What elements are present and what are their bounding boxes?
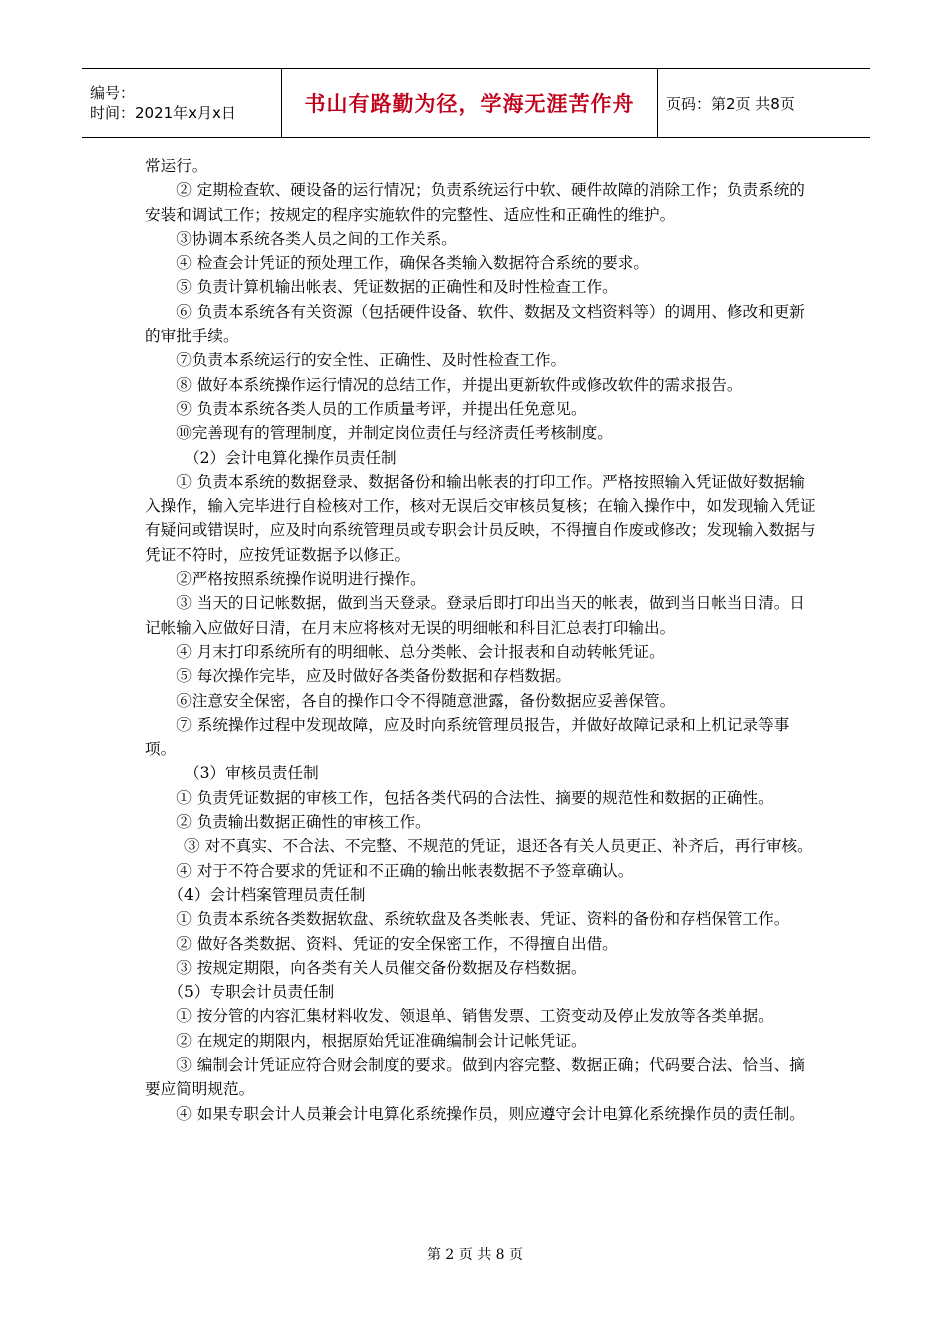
header-left-cell xyxy=(82,69,282,137)
paragraph: （2）会计电算化操作员责任制 xyxy=(184,448,397,467)
paragraph: ② 定期检查软、硬设备的运行情况；负责系统运行中软、硬件故障的消除工作；负责系统的安装和调试工作；按规定的程序实施软件的完整性、适应性和正确性的维护。 xyxy=(145,181,805,224)
paragraph: ③ 当天的日记帐数据，做到当天登录。登录后即打印出当天的帐表，做到当日帐当日清。日记帐输入应做好日清，在月末应将核对无误的明细帐和科目汇总表打印输出。 xyxy=(145,594,805,637)
paragraph: ③协调本系统各类人员之间的工作关系。 xyxy=(176,229,457,248)
header-page-label: 页码：第2页 共8页 xyxy=(666,94,795,113)
paragraph: ④ 如果专职会计人员兼会计电算化系统操作员，则应遵守会计电算化系统操作员的责任制。 xyxy=(176,1104,805,1123)
date-label: 时间：2021年x月x日 xyxy=(90,104,236,122)
header-motto: 书山有路勤为径，学海无涯苦作舟 xyxy=(304,92,635,116)
page-header xyxy=(82,68,870,138)
paragraph: ① 负责凭证数据的审核工作，包括各类代码的合法性、摘要的规范性和数据的正确性。 xyxy=(176,788,774,807)
paragraph: ② 做好各类数据、资料、凭证的安全保密工作，不得擅自出借。 xyxy=(176,934,618,953)
paragraph: ④ 对于不符合要求的凭证和不正确的输出帐表数据不予签章确认。 xyxy=(176,861,634,880)
paragraph: ⑥ 负责本系统各有关资源（包括硬件设备、软件、数据及文档资料等）的调用、修改和更新的审批手续。 xyxy=(145,302,805,346)
paragraph: ⑧ 做好本系统操作运行情况的总结工作，并提出更新软件或修改软件的需求报告。 xyxy=(176,375,743,394)
paragraph: ④ 月末打印系统所有的明细帐、总分类帐、会计报表和自动转帐凭证。 xyxy=(176,642,665,661)
header-page-cell xyxy=(658,69,870,137)
paragraph: ② 负责输出数据正确性的审核工作。 xyxy=(176,813,431,832)
paragraph: ⑦负责本系统运行的安全性、正确性、及时性检查工作。 xyxy=(176,351,567,370)
paragraph: ③ 按规定期限，向各类有关人员催交备份数据及存档数据。 xyxy=(176,958,587,977)
header-motto-cell xyxy=(282,69,658,137)
page-footer: 第 2 页 共 8 页 xyxy=(426,1247,524,1263)
paragraph: ④ 检查会计凭证的预处理工作，确保各类输入数据符合系统的要求。 xyxy=(176,254,649,273)
paragraph: ⑩完善现有的管理制度，并制定岗位责任与经济责任考核制度。 xyxy=(176,424,613,443)
paragraph: ⑥注意安全保密，各自的操作口令不得随意泄露，备份数据应妥善保管。 xyxy=(176,691,676,710)
paragraph: ① 负责本系统各类数据软盘、系统软盘及各类帐表、凭证、资料的备份和存档保管工作。 xyxy=(176,910,790,929)
paragraph: ③ 对不真实、不合法、不完整、不规范的凭证，退还各有关人员更正、补齐后，再行审核。 xyxy=(184,837,813,856)
paragraph: ②严格按照系统操作说明进行操作。 xyxy=(176,570,426,589)
paragraph: ② 在规定的期限内，根据原始凭证准确编制会计记帐凭证。 xyxy=(176,1031,587,1050)
paragraph: ① 负责本系统的数据登录、数据备份和输出帐表的打印工作。严格按照输入凭证做好数据输入操作，输入完毕进行自检核对工作，核对无误后交审核员复核；在输入操作中，如发现输入凭证有疑问或错误时，应及时向系统管理员或专职会计员反映，不得擅自作废或修改；发现输入数据与凭证不符时，应按凭证数据予以修正。 xyxy=(145,472,816,564)
paragraph: （3）审核员责任制 xyxy=(184,764,319,783)
paragraph: （4）会计档案管理员责任制 xyxy=(168,885,366,904)
document-body xyxy=(145,154,817,1126)
paragraph: ⑤ 每次操作完毕，应及时做好各类备份数据和存档数据。 xyxy=(176,667,571,686)
paragraph: （5）专职会计员责任制 xyxy=(168,983,335,1002)
number-label: 编号： xyxy=(90,84,136,102)
paragraph: ⑦ 系统操作过程中发现故障，应及时向系统管理员报告，并做好故障记录和上机记录等事项。 xyxy=(145,715,790,759)
paragraph: ⑤ 负责计算机输出帐表、凭证数据的正确性和及时性检查工作。 xyxy=(176,278,618,297)
paragraph: ① 按分管的内容汇集材料收发、领退单、销售发票、工资变动及停止发放等各类单据。 xyxy=(176,1007,774,1026)
paragraph: ③ 编制会计凭证应符合财会制度的要求。做到内容完整、数据正确；代码要合法、恰当、摘要应简明规范。 xyxy=(145,1055,805,1099)
paragraph: ⑨ 负责本系统各类人员的工作质量考评，并提出任免意见。 xyxy=(176,399,587,418)
paragraph: 常运行。 xyxy=(145,157,208,175)
